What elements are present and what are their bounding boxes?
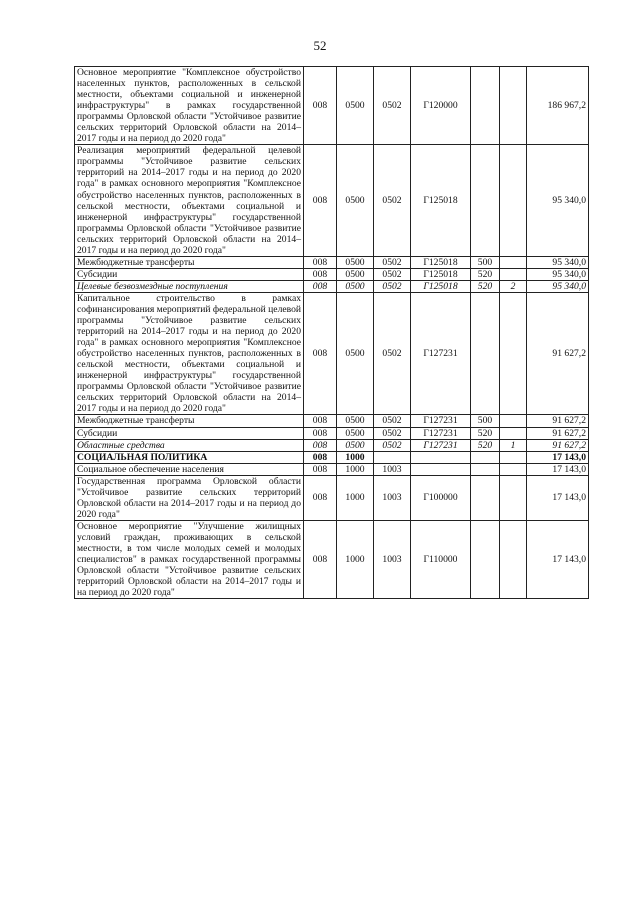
section-code-cell: 0500 bbox=[337, 415, 374, 427]
row-name-cell: Реализация мероприятий федеральной целевой программы "Устойчивое развитие сельских территорий на 2014–2017 годы и на период до 2020 года" в рамках основного мероприятия "Комплексное обустройство населенных пунктов, расположенных в сельской местности, объектами социальной и инженерной инфраструктуры" государственной программы Орловской области "Устойчивое развитие сельских территорий Орловской области на 2014–2017 годы и на период до 2020 года" bbox=[75, 145, 304, 256]
grbs-code-cell: 008 bbox=[304, 292, 337, 415]
row-name-cell: Основное мероприятие "Улучшение жилищных условий граждан, проживающих в сельской местности, в том числе молодых семей и молодых специалистов" в рамках государственной программы Орловской области "Устойчивое развитие сельских территорий Орловской области на 2014–2017 годы и на период до 2020 года" bbox=[75, 520, 304, 598]
page-number: 52 bbox=[313, 38, 327, 53]
target-article-code-cell: Г125018 bbox=[411, 145, 471, 256]
subsection-code-cell bbox=[374, 451, 411, 463]
amount-cell: 91 627,2 bbox=[527, 415, 589, 427]
table-row bbox=[75, 427, 589, 439]
expense-type-code-cell bbox=[471, 451, 500, 463]
table-row bbox=[75, 439, 589, 451]
section-code-cell: 0500 bbox=[337, 280, 374, 292]
subsection-code-cell: 0502 bbox=[374, 145, 411, 256]
subsection-code-cell: 0502 bbox=[374, 415, 411, 427]
target-article-code-cell: Г127231 bbox=[411, 415, 471, 427]
section-code-cell: 1000 bbox=[337, 451, 374, 463]
target-article-code-cell: Г127231 bbox=[411, 292, 471, 415]
row-name-cell: Межбюджетные трансферты bbox=[75, 256, 304, 268]
table-row bbox=[75, 475, 589, 520]
expense-type-code-cell bbox=[471, 475, 500, 520]
table-row bbox=[75, 67, 589, 145]
amount-cell: 17 143,0 bbox=[527, 451, 589, 463]
section-code-cell: 1000 bbox=[337, 463, 374, 475]
table-row bbox=[75, 145, 589, 256]
subsection-code-cell: 0502 bbox=[374, 292, 411, 415]
source-code-cell bbox=[500, 463, 527, 475]
expense-type-code-cell: 520 bbox=[471, 439, 500, 451]
table-row bbox=[75, 280, 589, 292]
subsection-code-cell: 1003 bbox=[374, 475, 411, 520]
row-name-cell: Межбюджетные трансферты bbox=[75, 415, 304, 427]
subsection-code-cell: 1003 bbox=[374, 463, 411, 475]
amount-cell: 95 340,0 bbox=[527, 268, 589, 280]
target-article-code-cell: Г125018 bbox=[411, 268, 471, 280]
target-article-code-cell bbox=[411, 451, 471, 463]
amount-cell: 186 967,2 bbox=[527, 67, 589, 145]
subsection-code-cell: 0502 bbox=[374, 427, 411, 439]
source-code-cell bbox=[500, 268, 527, 280]
table-body bbox=[75, 67, 589, 599]
grbs-code-cell: 008 bbox=[304, 427, 337, 439]
subsection-code-cell: 1003 bbox=[374, 520, 411, 598]
row-name-cell: Областные средства bbox=[75, 439, 304, 451]
target-article-code-cell: Г110000 bbox=[411, 520, 471, 598]
grbs-code-cell: 008 bbox=[304, 67, 337, 145]
source-code-cell bbox=[500, 475, 527, 520]
target-article-code-cell: Г125018 bbox=[411, 280, 471, 292]
table-row bbox=[75, 463, 589, 475]
source-code-cell bbox=[500, 520, 527, 598]
amount-cell: 95 340,0 bbox=[527, 256, 589, 268]
expense-type-code-cell bbox=[471, 520, 500, 598]
source-code-cell bbox=[500, 451, 527, 463]
table-row bbox=[75, 292, 589, 415]
section-code-cell: 1000 bbox=[337, 475, 374, 520]
expense-type-code-cell bbox=[471, 67, 500, 145]
row-name-cell: Государственная программа Орловской области "Устойчивое развитие сельских территорий Орловской области на 2014–2017 годы и на период до 2020 года" bbox=[75, 475, 304, 520]
section-code-cell: 0500 bbox=[337, 145, 374, 256]
expense-type-code-cell: 520 bbox=[471, 427, 500, 439]
subsection-code-cell: 0502 bbox=[374, 256, 411, 268]
expense-type-code-cell: 500 bbox=[471, 415, 500, 427]
source-code-cell bbox=[500, 145, 527, 256]
amount-cell: 95 340,0 bbox=[527, 280, 589, 292]
grbs-code-cell: 008 bbox=[304, 475, 337, 520]
grbs-code-cell: 008 bbox=[304, 256, 337, 268]
row-name-cell: Капитальное строительство в рамках софинансирования мероприятий федеральной целевой программы "Устойчивое развитие сельских территорий на 2014–2017 годы и на период до 2020 года" в рамках основного мероприятия "Комплексное обустройство населенных пунктов, расположенных в сельской местности, объектами социальной и инженерной инфраструктуры" государственной программы Орловской области "Устойчивое развитие сельских территорий Орловской области на 2014–2017 годы и на период до 2020 года" bbox=[75, 292, 304, 415]
subsection-code-cell: 0502 bbox=[374, 439, 411, 451]
expense-type-code-cell bbox=[471, 292, 500, 415]
target-article-code-cell: Г125018 bbox=[411, 256, 471, 268]
amount-cell: 17 143,0 bbox=[527, 463, 589, 475]
expense-type-code-cell: 520 bbox=[471, 280, 500, 292]
subsection-code-cell: 0502 bbox=[374, 67, 411, 145]
amount-cell: 91 627,2 bbox=[527, 439, 589, 451]
amount-cell: 17 143,0 bbox=[527, 475, 589, 520]
section-code-cell: 0500 bbox=[337, 67, 374, 145]
section-code-cell: 1000 bbox=[337, 520, 374, 598]
section-code-cell: 0500 bbox=[337, 268, 374, 280]
amount-cell: 91 627,2 bbox=[527, 292, 589, 415]
row-name-cell: Субсидии bbox=[75, 268, 304, 280]
table-row bbox=[75, 451, 589, 463]
row-name-cell: Субсидии bbox=[75, 427, 304, 439]
amount-cell: 91 627,2 bbox=[527, 427, 589, 439]
grbs-code-cell: 008 bbox=[304, 439, 337, 451]
grbs-code-cell: 008 bbox=[304, 280, 337, 292]
section-code-cell: 0500 bbox=[337, 427, 374, 439]
target-article-code-cell: Г120000 bbox=[411, 67, 471, 145]
table-row bbox=[75, 415, 589, 427]
subsection-code-cell: 0502 bbox=[374, 268, 411, 280]
row-name-cell: Основное мероприятие "Комплексное обустройство населенных пунктов, расположенных в сельской местности, объектами социальной и инженерной инфраструктуры" в рамках государственной программы Орловской области "Устойчивое развитие сельских территорий Орловской области на 2014–2017 годы и на период до 2020 года" bbox=[75, 67, 304, 145]
grbs-code-cell: 008 bbox=[304, 268, 337, 280]
expense-type-code-cell bbox=[471, 463, 500, 475]
table-row bbox=[75, 520, 589, 598]
grbs-code-cell: 008 bbox=[304, 451, 337, 463]
section-code-cell: 0500 bbox=[337, 439, 374, 451]
source-code-cell bbox=[500, 292, 527, 415]
expense-type-code-cell: 500 bbox=[471, 256, 500, 268]
grbs-code-cell: 008 bbox=[304, 520, 337, 598]
amount-cell: 17 143,0 bbox=[527, 520, 589, 598]
source-code-cell bbox=[500, 256, 527, 268]
grbs-code-cell: 008 bbox=[304, 145, 337, 256]
target-article-code-cell: Г100000 bbox=[411, 475, 471, 520]
source-code-cell bbox=[500, 67, 527, 145]
subsection-code-cell: 0502 bbox=[374, 280, 411, 292]
source-code-cell: 1 bbox=[500, 439, 527, 451]
target-article-code-cell: Г127231 bbox=[411, 427, 471, 439]
grbs-code-cell: 008 bbox=[304, 463, 337, 475]
source-code-cell: 2 bbox=[500, 280, 527, 292]
expense-type-code-cell bbox=[471, 145, 500, 256]
target-article-code-cell bbox=[411, 463, 471, 475]
section-code-cell: 0500 bbox=[337, 256, 374, 268]
budget-table bbox=[74, 66, 589, 599]
expense-type-code-cell: 520 bbox=[471, 268, 500, 280]
table-row bbox=[75, 256, 589, 268]
section-code-cell: 0500 bbox=[337, 292, 374, 415]
source-code-cell bbox=[500, 427, 527, 439]
amount-cell: 95 340,0 bbox=[527, 145, 589, 256]
row-name-cell: СОЦИАЛЬНАЯ ПОЛИТИКА bbox=[75, 451, 304, 463]
row-name-cell: Целевые безвозмездные поступления bbox=[75, 280, 304, 292]
row-name-cell: Социальное обеспечение населения bbox=[75, 463, 304, 475]
grbs-code-cell: 008 bbox=[304, 415, 337, 427]
target-article-code-cell: Г127231 bbox=[411, 439, 471, 451]
source-code-cell bbox=[500, 415, 527, 427]
table-row bbox=[75, 268, 589, 280]
